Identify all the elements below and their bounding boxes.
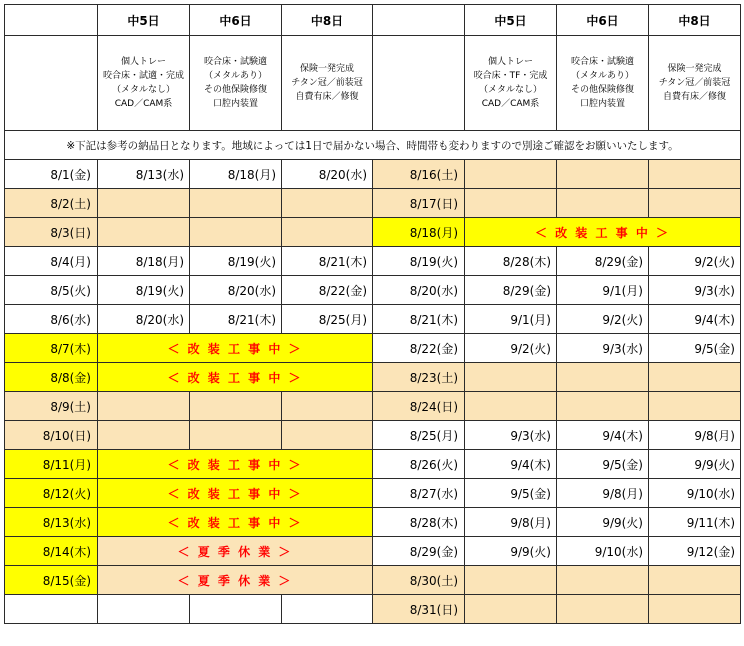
- right-delivery-date-cell: 9/8(月): [649, 421, 741, 450]
- desc-line: 咬合床・試験適: [203, 57, 267, 67]
- left-date-cell: 8/6(水): [5, 305, 98, 334]
- schedule-row: [5, 421, 741, 450]
- schedule-row: [5, 276, 741, 305]
- schedule-row: [5, 508, 741, 537]
- delivery-schedule-table: [4, 4, 741, 624]
- left-closed-cell: [282, 392, 373, 421]
- left-construction-message: ＜ 改 装 工 事 中 ＞: [98, 334, 373, 363]
- desc-line: 自費有床／修復: [662, 92, 726, 102]
- desc-blank-left: [5, 36, 98, 131]
- desc-line: CAD／CAM系: [481, 99, 540, 109]
- right-date-cell: 8/22(金): [373, 334, 465, 363]
- desc-line: （メタルなし）: [478, 85, 542, 95]
- right-closed-cell: [649, 595, 741, 624]
- schedule-row: [5, 595, 741, 624]
- right-date-cell: 8/21(木): [373, 305, 465, 334]
- left-summer-message: ＜ 夏 季 休 業 ＞: [98, 537, 373, 566]
- left-delivery-date-cell: 8/22(金): [282, 276, 373, 305]
- right-closed-cell: [465, 160, 557, 189]
- left-construction-message: ＜ 改 装 工 事 中 ＞: [98, 479, 373, 508]
- schedule-row: [5, 450, 741, 479]
- right-closed-cell: [557, 160, 649, 189]
- right-delivery-date-cell: 9/2(火): [557, 305, 649, 334]
- right-delivery-date-cell: 9/11(木): [649, 508, 741, 537]
- right-delivery-date-cell: 9/10(水): [649, 479, 741, 508]
- left-delivery-date-cell: 8/20(水): [282, 160, 373, 189]
- right-delivery-date-cell: 9/9(火): [557, 508, 649, 537]
- desc-line: 保険一発完成: [299, 64, 354, 74]
- right-delivery-date-cell: 9/4(木): [465, 450, 557, 479]
- left-delivery-date-cell: 8/25(月): [282, 305, 373, 334]
- right-delivery-date-cell: 9/2(火): [465, 334, 557, 363]
- schedule-row: [5, 334, 741, 363]
- left-date-cell: 8/10(日): [5, 421, 98, 450]
- left-delivery-date-cell: 8/21(木): [282, 247, 373, 276]
- left-construction-message: ＜ 改 装 工 事 中 ＞: [98, 363, 373, 392]
- right-closed-cell: [557, 392, 649, 421]
- left-closed-cell: [98, 421, 190, 450]
- right-delivery-date-cell: 9/8(月): [465, 508, 557, 537]
- desc-line: 口腔内装置: [579, 99, 625, 109]
- schedule-row: [5, 363, 741, 392]
- left-construction-message: ＜ 改 装 工 事 中 ＞: [98, 450, 373, 479]
- right-closed-cell: [649, 363, 741, 392]
- reference-note: ※下記は参考の納品日となります。地域によっては1日で届かない場合、時間帯も変わりますので別途ご確認をお願いいたします。: [5, 131, 741, 160]
- desc-line: チタン冠／前装冠: [658, 78, 731, 88]
- desc-line: 口腔内装置: [212, 99, 258, 109]
- schedule-row: [5, 247, 741, 276]
- left-date-cell: 8/13(水): [5, 508, 98, 537]
- right-closed-cell: [557, 189, 649, 218]
- header-left-col-2: 中6日: [190, 5, 282, 36]
- left-date-cell: 8/1(金): [5, 160, 98, 189]
- header-left-col-3: 中8日: [282, 5, 373, 36]
- desc-left-col-3: [282, 36, 373, 131]
- schedule-row: [5, 566, 741, 595]
- right-delivery-date-cell: 9/1(月): [465, 305, 557, 334]
- header-blank-left: [5, 5, 98, 36]
- right-date-cell: 8/17(日): [373, 189, 465, 218]
- left-delivery-date-cell: 8/13(水): [98, 160, 190, 189]
- note-row: [5, 131, 741, 160]
- left-construction-message: ＜ 改 装 工 事 中 ＞: [98, 508, 373, 537]
- schedule-row: [5, 160, 741, 189]
- right-date-cell: 8/31(日): [373, 595, 465, 624]
- right-closed-cell: [465, 566, 557, 595]
- header-right-col-3: 中8日: [649, 5, 741, 36]
- right-closed-cell: [649, 566, 741, 595]
- right-delivery-date-cell: 8/29(金): [465, 276, 557, 305]
- left-delivery-date-cell: 8/18(月): [190, 160, 282, 189]
- header-right-col-2: 中6日: [557, 5, 649, 36]
- right-closed-cell: [649, 392, 741, 421]
- right-delivery-date-cell: 9/3(水): [465, 421, 557, 450]
- left-delivery-date-cell: 8/19(火): [98, 276, 190, 305]
- right-delivery-date-cell: 9/4(木): [649, 305, 741, 334]
- left-date-cell: 8/8(金): [5, 363, 98, 392]
- right-delivery-date-cell: 9/5(金): [649, 334, 741, 363]
- desc-left-col-2: [190, 36, 282, 131]
- right-closed-cell: [465, 595, 557, 624]
- left-date-cell: 8/4(月): [5, 247, 98, 276]
- left-date-cell: [5, 595, 98, 624]
- left-date-cell: 8/7(木): [5, 334, 98, 363]
- right-delivery-date-cell: 9/5(金): [557, 450, 649, 479]
- right-closed-cell: [649, 189, 741, 218]
- right-date-cell: 8/29(金): [373, 537, 465, 566]
- desc-line: 咬合床・試験適: [570, 57, 634, 67]
- right-date-cell: 8/23(土): [373, 363, 465, 392]
- right-date-cell: 8/20(水): [373, 276, 465, 305]
- desc-right-col-3: [649, 36, 741, 131]
- desc-line: （メタルなし）: [111, 85, 175, 95]
- schedule-row: [5, 305, 741, 334]
- left-closed-cell: [190, 218, 282, 247]
- right-construction-message: ＜ 改 装 工 事 中 ＞: [465, 218, 741, 247]
- right-delivery-date-cell: 9/2(火): [649, 247, 741, 276]
- schedule-row: [5, 218, 741, 247]
- right-delivery-date-cell: 8/28(木): [465, 247, 557, 276]
- left-delivery-date-cell: 8/21(木): [190, 305, 282, 334]
- header-row: [5, 5, 741, 36]
- left-summer-message: ＜ 夏 季 休 業 ＞: [98, 566, 373, 595]
- right-closed-cell: [465, 189, 557, 218]
- right-date-cell: 8/18(月): [373, 218, 465, 247]
- left-empty-cell: [98, 595, 190, 624]
- left-date-cell: 8/2(土): [5, 189, 98, 218]
- right-date-cell: 8/30(土): [373, 566, 465, 595]
- description-row: [5, 36, 741, 131]
- left-closed-cell: [282, 218, 373, 247]
- right-delivery-date-cell: 9/3(水): [557, 334, 649, 363]
- right-date-cell: 8/19(火): [373, 247, 465, 276]
- left-closed-cell: [190, 392, 282, 421]
- left-delivery-date-cell: 8/19(火): [190, 247, 282, 276]
- left-closed-cell: [282, 189, 373, 218]
- right-delivery-date-cell: 9/1(月): [557, 276, 649, 305]
- desc-line: CAD／CAM系: [114, 99, 173, 109]
- left-delivery-date-cell: 8/18(月): [98, 247, 190, 276]
- header-left-col-1: 中5日: [98, 5, 190, 36]
- right-date-cell: 8/25(月): [373, 421, 465, 450]
- desc-line: 保険一発完成: [667, 64, 722, 74]
- left-date-cell: 8/3(日): [5, 218, 98, 247]
- right-closed-cell: [557, 595, 649, 624]
- right-closed-cell: [557, 363, 649, 392]
- left-empty-cell: [282, 595, 373, 624]
- left-empty-cell: [190, 595, 282, 624]
- desc-line: その他保険修復: [570, 85, 634, 95]
- left-date-cell: 8/5(火): [5, 276, 98, 305]
- desc-line: 自費有床／修復: [295, 92, 359, 102]
- left-date-cell: 8/11(月): [5, 450, 98, 479]
- left-closed-cell: [190, 421, 282, 450]
- desc-blank-right: [373, 36, 465, 131]
- desc-line: 咬合床・試適・完成: [102, 71, 184, 81]
- left-closed-cell: [282, 421, 373, 450]
- desc-line: チタン冠／前装冠: [291, 78, 363, 88]
- left-closed-cell: [98, 189, 190, 218]
- left-delivery-date-cell: 8/20(水): [190, 276, 282, 305]
- left-closed-cell: [98, 392, 190, 421]
- right-delivery-date-cell: 9/12(金): [649, 537, 741, 566]
- right-delivery-date-cell: 9/8(月): [557, 479, 649, 508]
- right-delivery-date-cell: 9/5(金): [465, 479, 557, 508]
- right-delivery-date-cell: 8/29(金): [557, 247, 649, 276]
- right-closed-cell: [557, 566, 649, 595]
- desc-line: その他保険修復: [203, 85, 267, 95]
- right-closed-cell: [465, 392, 557, 421]
- right-closed-cell: [465, 363, 557, 392]
- left-date-cell: 8/15(金): [5, 566, 98, 595]
- schedule-row: [5, 479, 741, 508]
- right-delivery-date-cell: 9/3(水): [649, 276, 741, 305]
- desc-line: 咬合床・TF・完成: [473, 71, 548, 81]
- left-date-cell: 8/14(木): [5, 537, 98, 566]
- header-blank-right: [373, 5, 465, 36]
- right-date-cell: 8/16(土): [373, 160, 465, 189]
- schedule-row: [5, 189, 741, 218]
- desc-right-col-2: [557, 36, 649, 131]
- header-right-col-1: 中5日: [465, 5, 557, 36]
- left-date-cell: 8/9(土): [5, 392, 98, 421]
- desc-line: 個人トレー: [487, 57, 533, 67]
- right-delivery-date-cell: 9/9(火): [649, 450, 741, 479]
- right-delivery-date-cell: 9/4(木): [557, 421, 649, 450]
- left-closed-cell: [98, 218, 190, 247]
- right-date-cell: 8/28(木): [373, 508, 465, 537]
- right-delivery-date-cell: 9/9(火): [465, 537, 557, 566]
- desc-right-col-1: [465, 36, 557, 131]
- left-date-cell: 8/12(火): [5, 479, 98, 508]
- schedule-row: [5, 537, 741, 566]
- desc-line: （メタルあり）: [203, 71, 267, 81]
- right-closed-cell: [649, 160, 741, 189]
- right-delivery-date-cell: 9/10(水): [557, 537, 649, 566]
- left-closed-cell: [190, 189, 282, 218]
- desc-line: 個人トレー: [120, 57, 166, 67]
- schedule-row: [5, 392, 741, 421]
- desc-left-col-1: [98, 36, 190, 131]
- right-date-cell: 8/27(水): [373, 479, 465, 508]
- right-date-cell: 8/24(日): [373, 392, 465, 421]
- right-date-cell: 8/26(火): [373, 450, 465, 479]
- desc-line: （メタルあり）: [570, 71, 634, 81]
- left-delivery-date-cell: 8/20(水): [98, 305, 190, 334]
